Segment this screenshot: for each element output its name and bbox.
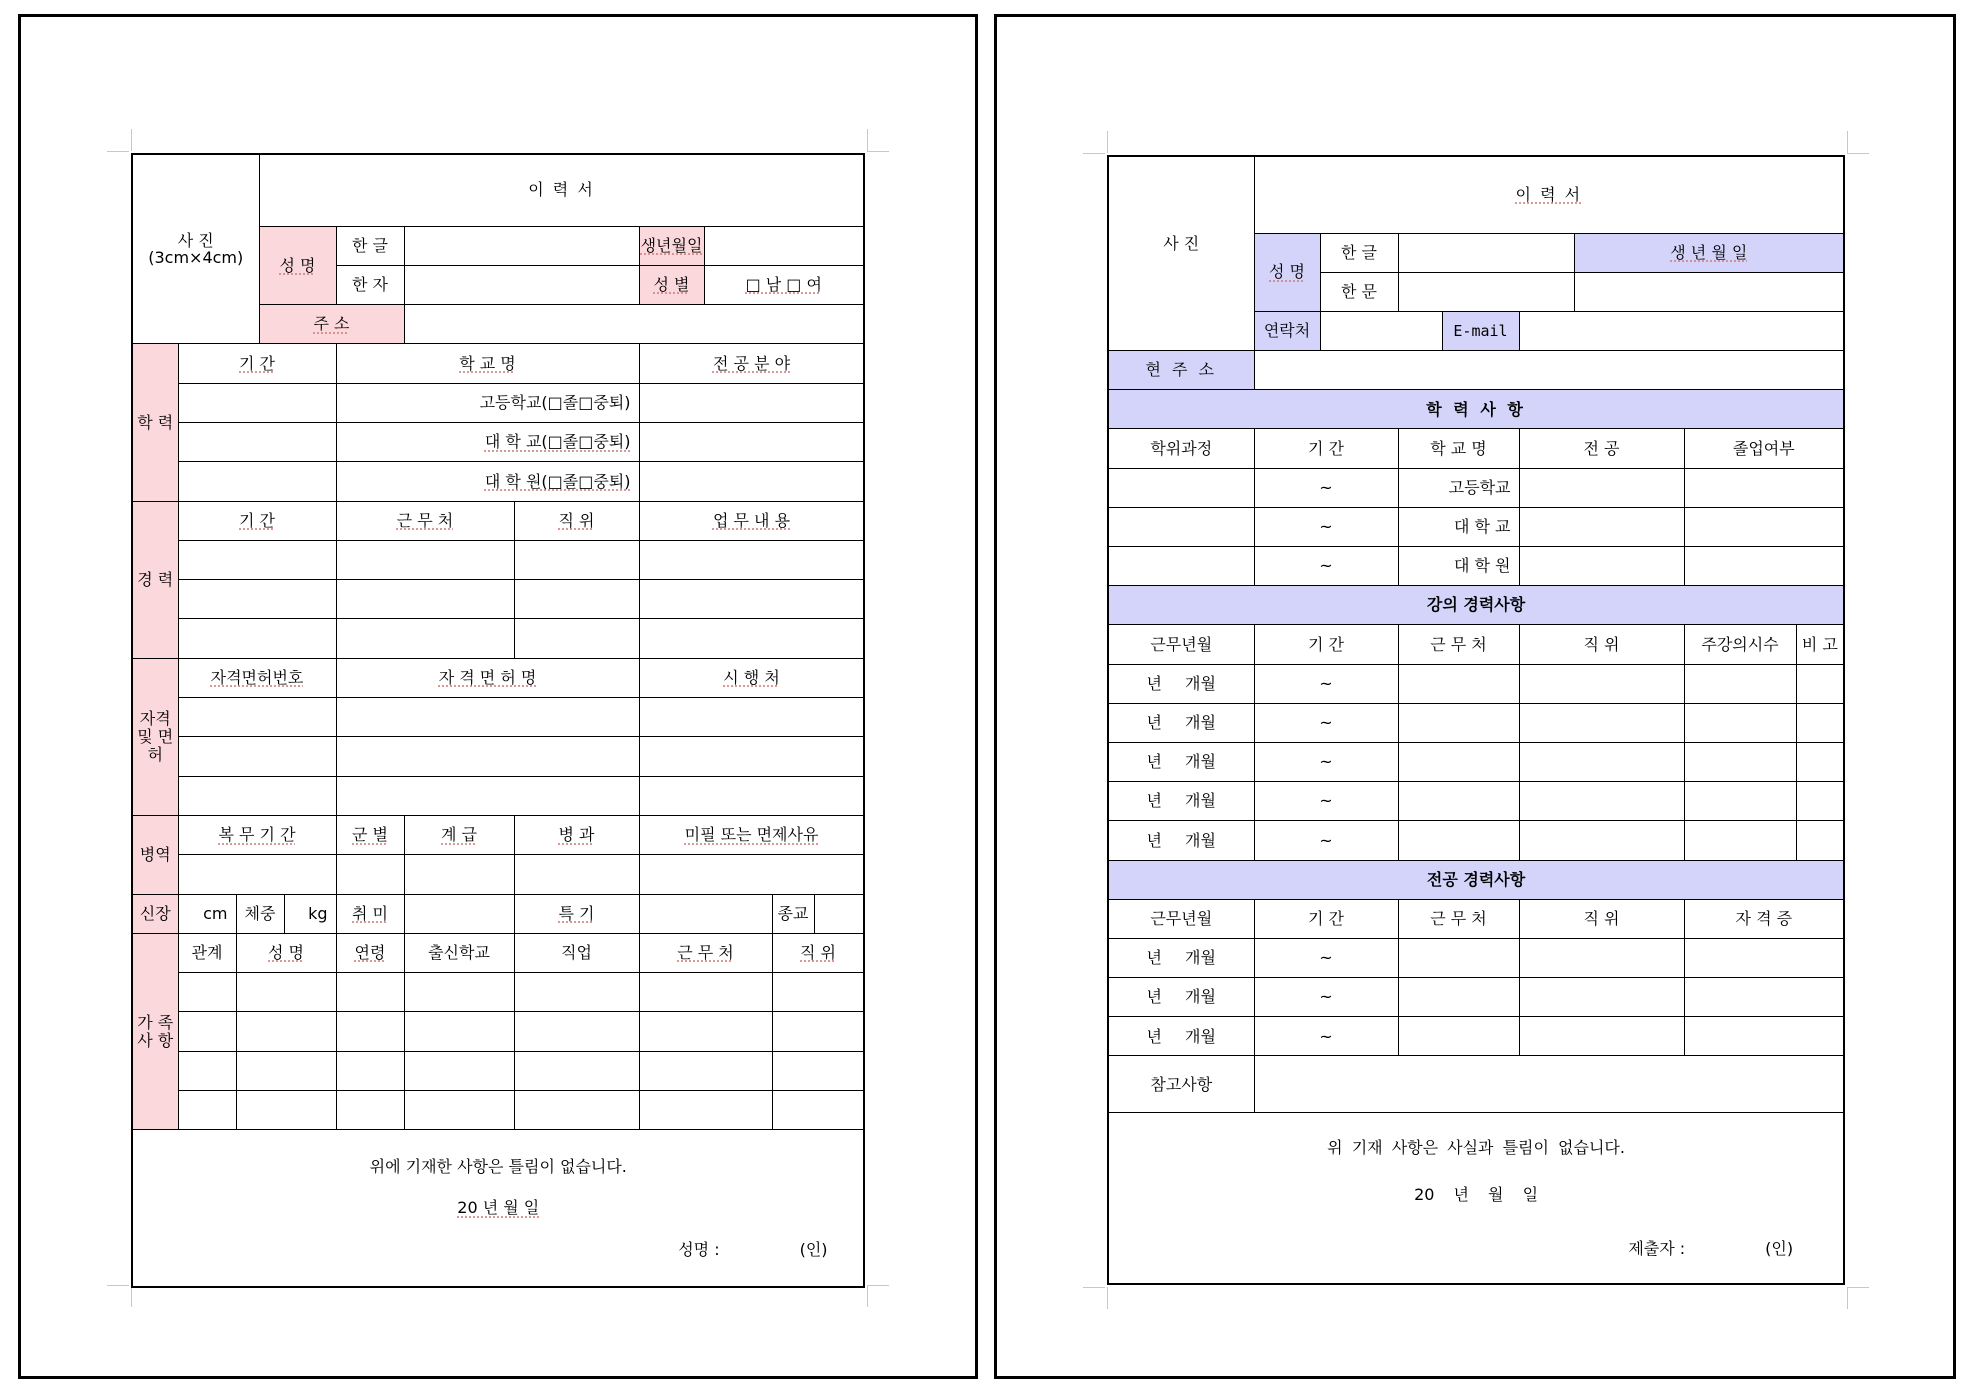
lecture-header-position: 직 위 [1519, 625, 1684, 664]
education-section-label: 학 력 [132, 344, 178, 501]
lecture-cell[interactable] [1519, 664, 1684, 703]
military-cell[interactable] [639, 855, 864, 894]
signature-label: 성명 : [678, 1239, 720, 1259]
family-cell[interactable] [514, 1012, 639, 1051]
career-header-workplace: 근 무 처 [336, 501, 514, 540]
career-cell[interactable] [336, 580, 514, 619]
major-cell[interactable] [1519, 938, 1684, 977]
crop-mark [1847, 1287, 1848, 1309]
photo-label: 사 진 [177, 230, 214, 250]
crop-mark [1847, 131, 1848, 153]
license-header-name: 자 격 면 허 명 [336, 658, 639, 697]
career-cell[interactable] [178, 580, 336, 619]
family-cell[interactable] [236, 1012, 336, 1051]
edu-major-field[interactable] [639, 462, 864, 501]
lecture-month[interactable]: 년 개월 [1108, 782, 1254, 821]
signature-line [133, 1241, 864, 1259]
family-cell[interactable] [178, 1051, 236, 1090]
major-cell[interactable] [1684, 1017, 1844, 1056]
crop-mark [1847, 153, 1869, 154]
major-period[interactable]: ~ [1254, 1017, 1398, 1056]
family-cell[interactable] [772, 973, 864, 1012]
career-header-position: 직 위 [514, 501, 639, 540]
crop-mark [131, 129, 132, 151]
address-label: 주 소 [259, 305, 404, 344]
edu-header-school: 학 교 명 [336, 344, 639, 383]
family-cell[interactable] [639, 1051, 772, 1090]
hanmun-label: 한 문 [1320, 272, 1398, 311]
name-label: 성 명 [1254, 233, 1320, 311]
family-cell[interactable] [404, 1051, 514, 1090]
major-month[interactable]: 년 개월 [1108, 938, 1254, 977]
lecture-header-month: 근무년월 [1108, 625, 1254, 664]
name-hanja-field[interactable] [404, 265, 639, 304]
lecture-cell[interactable] [1684, 703, 1796, 742]
career-cell[interactable] [514, 619, 639, 658]
military-cell[interactable] [178, 855, 336, 894]
name-label: 성 명 [259, 226, 336, 305]
lecture-month[interactable]: 년 개월 [1108, 742, 1254, 781]
weight-field[interactable]: kg [284, 894, 336, 933]
signature-label: 제출자 : [1628, 1238, 1686, 1258]
lecture-cell[interactable] [1519, 742, 1684, 781]
crop-mark [867, 1285, 889, 1286]
lecture-cell[interactable] [1519, 782, 1684, 821]
page-title: 이 력 서 [259, 154, 864, 226]
career-cell[interactable] [336, 540, 514, 579]
family-header-job: 직업 [514, 933, 639, 972]
crop-mark [1083, 153, 1105, 154]
declaration-date: 20 년 월 일 [457, 1198, 540, 1218]
edu-major-field[interactable] [639, 422, 864, 461]
edu-header-major: 전 공 분 야 [639, 344, 864, 383]
major-cell[interactable] [1519, 978, 1684, 1017]
major-cell[interactable] [1398, 1017, 1519, 1056]
edu-degree-field[interactable] [1108, 547, 1254, 586]
lecture-month[interactable]: 년 개월 [1108, 664, 1254, 703]
special-label: 특 기 [514, 894, 639, 933]
declaration-date: 20 년 월 일 [1414, 1185, 1539, 1205]
edu-school-graduate[interactable]: 대 학 원(□졸□중퇴) [336, 462, 639, 501]
edu-graduation-field[interactable] [1684, 507, 1844, 546]
height-field[interactable]: cm [178, 894, 236, 933]
gender-options[interactable]: □ 남 □ 여 [704, 265, 864, 304]
photo-box [132, 154, 259, 344]
address-label: 현 주 소 [1108, 351, 1254, 390]
family-header-position: 직 위 [772, 933, 864, 972]
lecture-period[interactable]: ~ [1254, 703, 1398, 742]
name-hanmun-field[interactable] [1398, 272, 1574, 311]
lecture-cell[interactable] [1398, 664, 1519, 703]
family-cell[interactable] [772, 1091, 864, 1130]
major-section-header: 전공 경력사항 [1108, 860, 1844, 899]
family-cell[interactable] [514, 1051, 639, 1090]
military-cell[interactable] [336, 855, 404, 894]
lecture-header-workplace: 근 무 처 [1398, 625, 1519, 664]
major-header-workplace: 근 무 처 [1398, 899, 1519, 938]
lecture-cell[interactable] [1684, 742, 1796, 781]
address-field[interactable] [1254, 351, 1844, 390]
hobby-label: 취 미 [336, 894, 404, 933]
edu-school-graduate[interactable]: 대 학 원 [1398, 547, 1519, 586]
military-header-rank: 계 급 [404, 815, 514, 854]
lecture-cell[interactable] [1684, 782, 1796, 821]
lecture-header-remarks: 비 고 [1796, 625, 1844, 664]
license-cell[interactable] [336, 737, 639, 776]
family-cell[interactable] [639, 1091, 772, 1130]
family-cell[interactable] [639, 1012, 772, 1051]
career-header-duties: 업 무 내 용 [639, 501, 864, 540]
career-cell[interactable] [178, 540, 336, 579]
lecture-cell[interactable] [1519, 821, 1684, 860]
hobby-field[interactable] [404, 894, 514, 933]
crop-mark [867, 129, 868, 151]
edu-degree-field[interactable] [1108, 468, 1254, 507]
family-cell[interactable] [404, 1091, 514, 1130]
email-label: E-mail [1442, 311, 1519, 350]
edu-major-field[interactable] [1519, 547, 1684, 586]
contact-field[interactable] [1320, 311, 1442, 350]
hanja-label: 한 자 [336, 265, 404, 304]
career-cell[interactable] [514, 540, 639, 579]
hangul-label: 한 글 [1320, 233, 1398, 272]
birth-field[interactable] [1574, 272, 1844, 311]
crop-mark [1847, 1287, 1869, 1288]
military-header-branch: 군 별 [336, 815, 404, 854]
family-cell[interactable] [236, 973, 336, 1012]
lecture-period[interactable]: ~ [1254, 742, 1398, 781]
major-cell[interactable] [1684, 978, 1844, 1017]
major-period[interactable]: ~ [1254, 978, 1398, 1017]
edu-period-tilde[interactable]: ~ [1254, 468, 1398, 507]
family-header-age: 연령 [336, 933, 404, 972]
seal-mark: (인) [1765, 1238, 1794, 1258]
lecture-cell[interactable] [1796, 782, 1844, 821]
name-hangul-field[interactable] [1398, 233, 1574, 272]
family-cell[interactable] [772, 1012, 864, 1051]
family-cell[interactable] [336, 1051, 404, 1090]
name-hangul-field[interactable] [404, 226, 639, 265]
lecture-period[interactable]: ~ [1254, 821, 1398, 860]
family-cell[interactable] [514, 973, 639, 1012]
edu-graduation-field[interactable] [1684, 547, 1844, 586]
family-cell[interactable] [336, 1091, 404, 1130]
lecture-header-hours: 주강의시수 [1684, 625, 1796, 664]
license-section-label: 자격 및 면허 [132, 658, 178, 815]
family-cell[interactable] [336, 1012, 404, 1051]
crop-mark [107, 1285, 129, 1286]
lecture-month[interactable]: 년 개월 [1108, 703, 1254, 742]
crop-mark [1107, 131, 1108, 153]
family-cell[interactable] [236, 1091, 336, 1130]
lecture-cell[interactable] [1796, 703, 1844, 742]
military-cell[interactable] [404, 855, 514, 894]
lecture-cell[interactable] [1398, 742, 1519, 781]
family-cell[interactable] [236, 1051, 336, 1090]
military-header-specialty: 병 과 [514, 815, 639, 854]
lecture-cell[interactable] [1398, 703, 1519, 742]
signature-line [1109, 1240, 1843, 1258]
license-cell[interactable] [178, 776, 336, 815]
notes-field[interactable] [1254, 1056, 1844, 1113]
major-header-certificate: 자 격 증 [1684, 899, 1844, 938]
religion-label: 종교 [772, 894, 814, 933]
declaration-statement: 위에 기재한 사항은 틀림이 없습니다. [369, 1156, 627, 1176]
edu-header-school: 학 교 명 [1398, 429, 1519, 468]
military-header-exemption: 미필 또는 면제사유 [639, 815, 864, 854]
photo-size: (3cm×4cm) [148, 248, 244, 268]
lecture-cell[interactable] [1398, 782, 1519, 821]
resume-page-left [18, 14, 978, 1379]
email-field[interactable] [1519, 311, 1844, 350]
crop-mark [867, 1285, 868, 1307]
family-section-label: 가 족 사 항 [132, 933, 178, 1129]
edu-header-period: 기 간 [178, 344, 336, 383]
religion-field[interactable] [814, 894, 864, 933]
edu-header-major: 전 공 [1519, 429, 1684, 468]
license-cell[interactable] [639, 737, 864, 776]
major-cell[interactable] [1398, 938, 1519, 977]
major-header-position: 직 위 [1519, 899, 1684, 938]
declaration-box [132, 1130, 864, 1287]
crop-mark [1107, 1287, 1108, 1309]
declaration-box [1108, 1113, 1844, 1284]
lecture-section-header: 강의 경력사항 [1108, 586, 1844, 625]
lecture-period[interactable]: ~ [1254, 664, 1398, 703]
family-cell[interactable] [178, 1012, 236, 1051]
birth-label: 생년월일 [639, 226, 704, 265]
edu-graduation-field[interactable] [1684, 468, 1844, 507]
edu-school-high[interactable]: 고등학교 [1398, 468, 1519, 507]
military-section-label: 병역 [132, 815, 178, 894]
family-cell[interactable] [514, 1091, 639, 1130]
lecture-cell[interactable] [1684, 664, 1796, 703]
edu-school-university[interactable]: 대 학 교 [1398, 507, 1519, 546]
education-section-header: 학 력 사 항 [1108, 390, 1844, 429]
page-title: 이 력 서 [1254, 156, 1844, 233]
lecture-month[interactable]: 년 개월 [1108, 821, 1254, 860]
military-cell[interactable] [514, 855, 639, 894]
resume-form-left [131, 153, 865, 1288]
major-header-period: 기 간 [1254, 899, 1398, 938]
career-header-period: 기 간 [178, 501, 336, 540]
height-label: 신장 [132, 894, 178, 933]
seal-mark: (인) [799, 1239, 828, 1259]
edu-period-field[interactable] [178, 422, 336, 461]
family-header-school: 출신학교 [404, 933, 514, 972]
family-header-name: 성 명 [236, 933, 336, 972]
license-cell[interactable] [639, 698, 864, 737]
lecture-cell[interactable] [1796, 821, 1844, 860]
family-cell[interactable] [404, 973, 514, 1012]
family-cell[interactable] [639, 973, 772, 1012]
career-cell[interactable] [639, 619, 864, 658]
major-period[interactable]: ~ [1254, 938, 1398, 977]
address-field[interactable] [404, 305, 864, 344]
family-header-workplace: 근 무 처 [639, 933, 772, 972]
major-header-month: 근무년월 [1108, 899, 1254, 938]
edu-major-field[interactable] [639, 383, 864, 422]
resume-form-right [1107, 155, 1845, 1285]
contact-label: 연락처 [1254, 311, 1320, 350]
edu-degree-field[interactable] [1108, 507, 1254, 546]
edu-period-field[interactable] [178, 462, 336, 501]
career-cell[interactable] [514, 580, 639, 619]
birth-field[interactable] [704, 226, 864, 265]
family-header-relation: 관계 [178, 933, 236, 972]
career-cell[interactable] [336, 619, 514, 658]
photo-box: 사 진 [1108, 156, 1254, 351]
career-cell[interactable] [178, 619, 336, 658]
lecture-cell[interactable] [1684, 821, 1796, 860]
license-cell[interactable] [178, 698, 336, 737]
license-header-issuer: 시 행 처 [639, 658, 864, 697]
career-cell[interactable] [639, 580, 864, 619]
license-cell[interactable] [336, 698, 639, 737]
crop-mark [107, 151, 129, 152]
major-cell[interactable] [1398, 978, 1519, 1017]
family-cell[interactable] [772, 1051, 864, 1090]
lecture-cell[interactable] [1796, 742, 1844, 781]
edu-school-university[interactable]: 대 학 교(□졸□중퇴) [336, 422, 639, 461]
edu-major-field[interactable] [1519, 507, 1684, 546]
special-field[interactable] [639, 894, 772, 933]
gender-label: 성 별 [639, 265, 704, 304]
lecture-cell[interactable] [1796, 664, 1844, 703]
lecture-header-period: 기 간 [1254, 625, 1398, 664]
license-header-number: 자격면허번호 [178, 658, 336, 697]
edu-header-graduation: 졸업여부 [1684, 429, 1844, 468]
edu-header-degree: 학위과정 [1108, 429, 1254, 468]
edu-period-field[interactable] [178, 383, 336, 422]
license-cell[interactable] [336, 776, 639, 815]
major-month[interactable]: 년 개월 [1108, 1017, 1254, 1056]
family-cell[interactable] [404, 1012, 514, 1051]
crop-mark [867, 151, 889, 152]
family-cell[interactable] [336, 973, 404, 1012]
notes-label: 참고사항 [1108, 1056, 1254, 1113]
lecture-period[interactable]: ~ [1254, 782, 1398, 821]
hangul-label: 한 글 [336, 226, 404, 265]
major-cell[interactable] [1519, 1017, 1684, 1056]
license-cell[interactable] [178, 737, 336, 776]
major-cell[interactable] [1684, 938, 1844, 977]
military-header-period: 복 무 기 간 [178, 815, 336, 854]
crop-mark [131, 1285, 132, 1307]
family-cell[interactable] [178, 1091, 236, 1130]
edu-period-tilde[interactable]: ~ [1254, 507, 1398, 546]
weight-label: 체중 [236, 894, 284, 933]
license-cell[interactable] [639, 776, 864, 815]
declaration-statement: 위 기재 사항은 사실과 틀림이 없습니다. [1327, 1137, 1625, 1157]
family-cell[interactable] [178, 973, 236, 1012]
edu-major-field[interactable] [1519, 468, 1684, 507]
major-month[interactable]: 년 개월 [1108, 978, 1254, 1017]
edu-period-tilde[interactable]: ~ [1254, 547, 1398, 586]
career-cell[interactable] [639, 540, 864, 579]
birth-label: 생 년 월 일 [1574, 233, 1844, 272]
lecture-cell[interactable] [1398, 821, 1519, 860]
lecture-cell[interactable] [1519, 703, 1684, 742]
crop-mark [1083, 1287, 1105, 1288]
edu-school-high[interactable]: 고등학교(□졸□중퇴) [336, 383, 639, 422]
career-section-label: 경 력 [132, 501, 178, 658]
edu-header-period: 기 간 [1254, 429, 1398, 468]
resume-page-right [994, 14, 1956, 1379]
